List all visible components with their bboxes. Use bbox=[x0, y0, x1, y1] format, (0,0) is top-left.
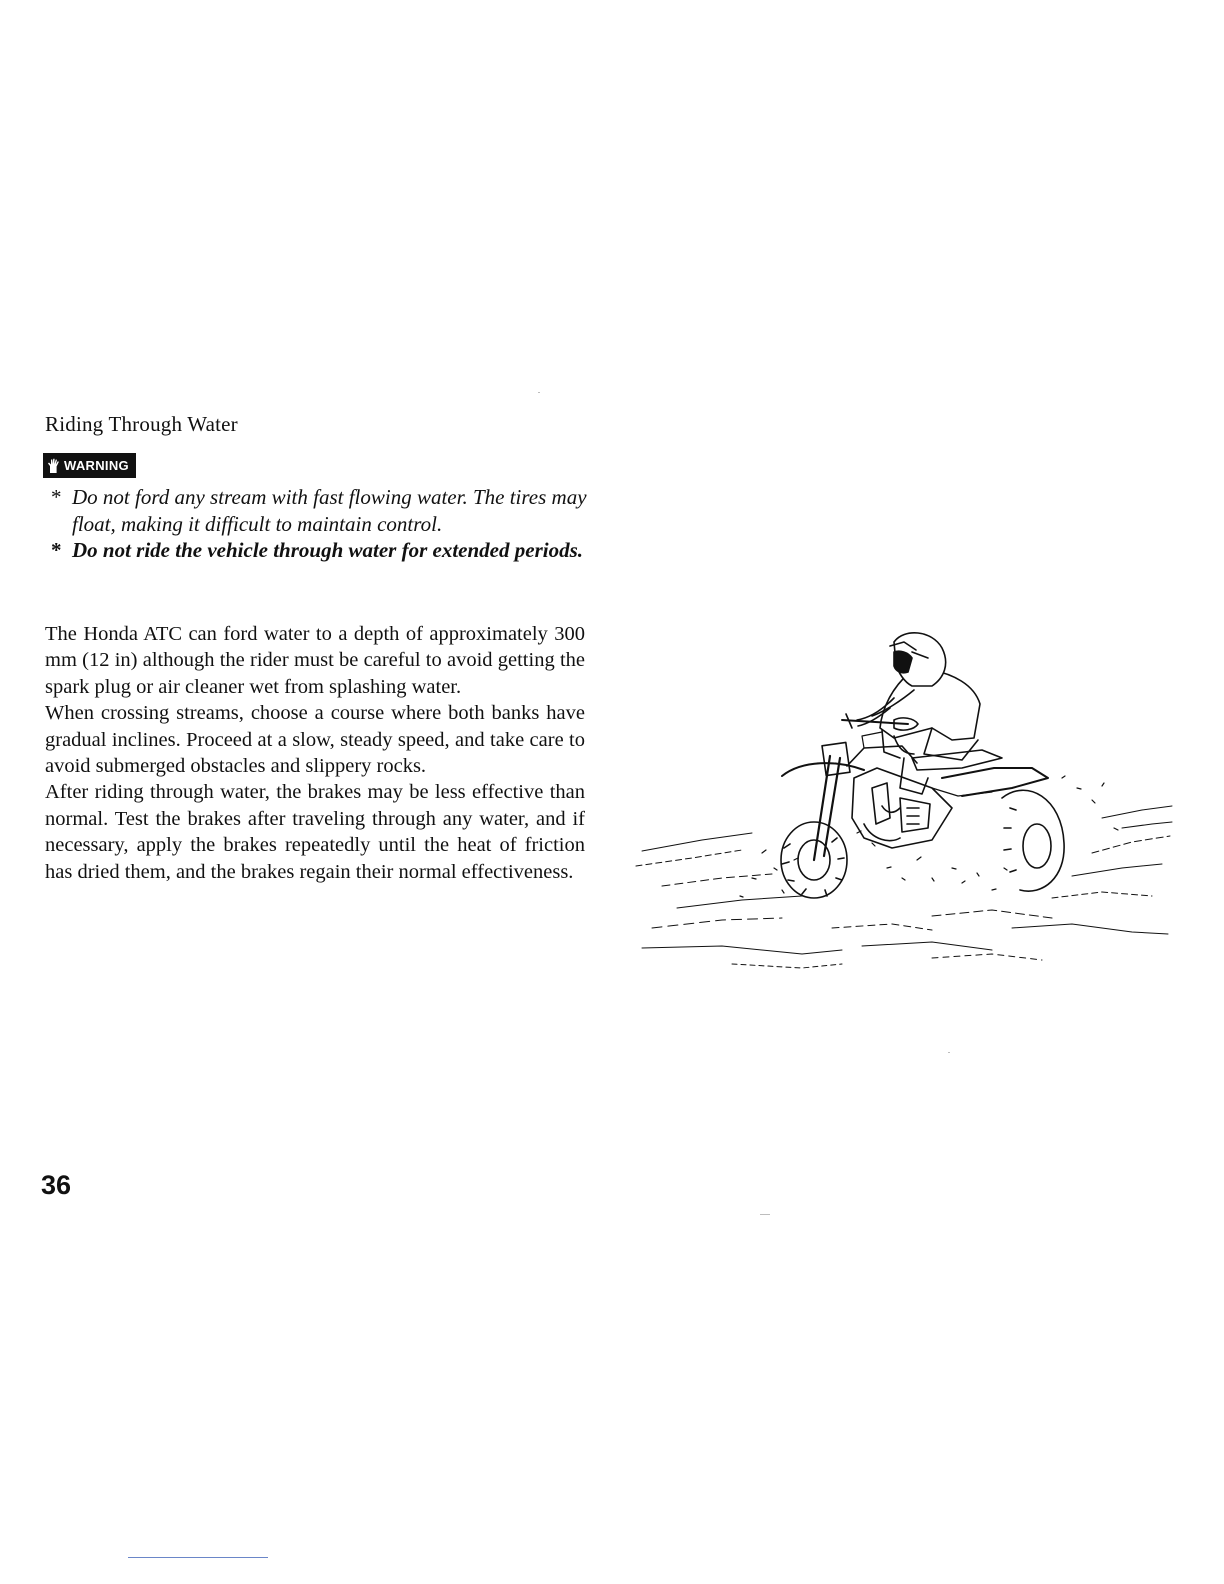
warning-item bbox=[45, 484, 590, 537]
bullet-asterisk: * bbox=[51, 538, 62, 562]
warning-text: Do not ride the vehicle through water for extended periods. bbox=[72, 538, 583, 562]
scan-speck bbox=[948, 1052, 950, 1053]
warning-item bbox=[45, 537, 590, 564]
scan-speck bbox=[760, 1214, 770, 1215]
hand-icon bbox=[47, 458, 61, 474]
paragraph-crossing-streams: When crossing streams, choose a course where both banks have gradual inclines. Proceed at a slow, steady speed, and take care to avoid submerged obstacles and slippery rocks. bbox=[45, 702, 585, 778]
splash-marks bbox=[740, 776, 1118, 897]
warning-text: Do not ford any stream with fast flowing water. The tires may float, making it difficult to maintain control. bbox=[72, 485, 587, 536]
bottom-rule bbox=[128, 1557, 268, 1558]
scan-speck bbox=[538, 392, 540, 393]
paragraph-brakes: After riding through water, the brakes may be less effective than normal. Test the brakes after traveling through any water, and if necessary, apply the brakes repeatedly until the heat of friction has dried them, and the brakes regain their normal effectiveness. bbox=[45, 781, 585, 883]
section-title: Riding Through Water bbox=[45, 412, 238, 436]
engine-frame bbox=[847, 746, 952, 848]
warning-label: WARNING bbox=[64, 458, 129, 473]
warning-list bbox=[45, 484, 590, 564]
atc-rider-in-water-illustration bbox=[632, 628, 1178, 973]
page-number: 36 bbox=[41, 1170, 72, 1200]
helmet bbox=[890, 633, 946, 686]
bullet-asterisk: * bbox=[51, 485, 62, 509]
water-lines bbox=[636, 806, 1172, 968]
rear-tire bbox=[1002, 790, 1064, 891]
warning-badge bbox=[43, 453, 136, 478]
body-text bbox=[45, 621, 585, 885]
paragraph-fording-depth: The Honda ATC can ford water to a depth of approximately 300 mm (12 in) although the rider must be careful to avoid getting the spark plug or air cleaner wet from splashing water. bbox=[45, 623, 585, 698]
